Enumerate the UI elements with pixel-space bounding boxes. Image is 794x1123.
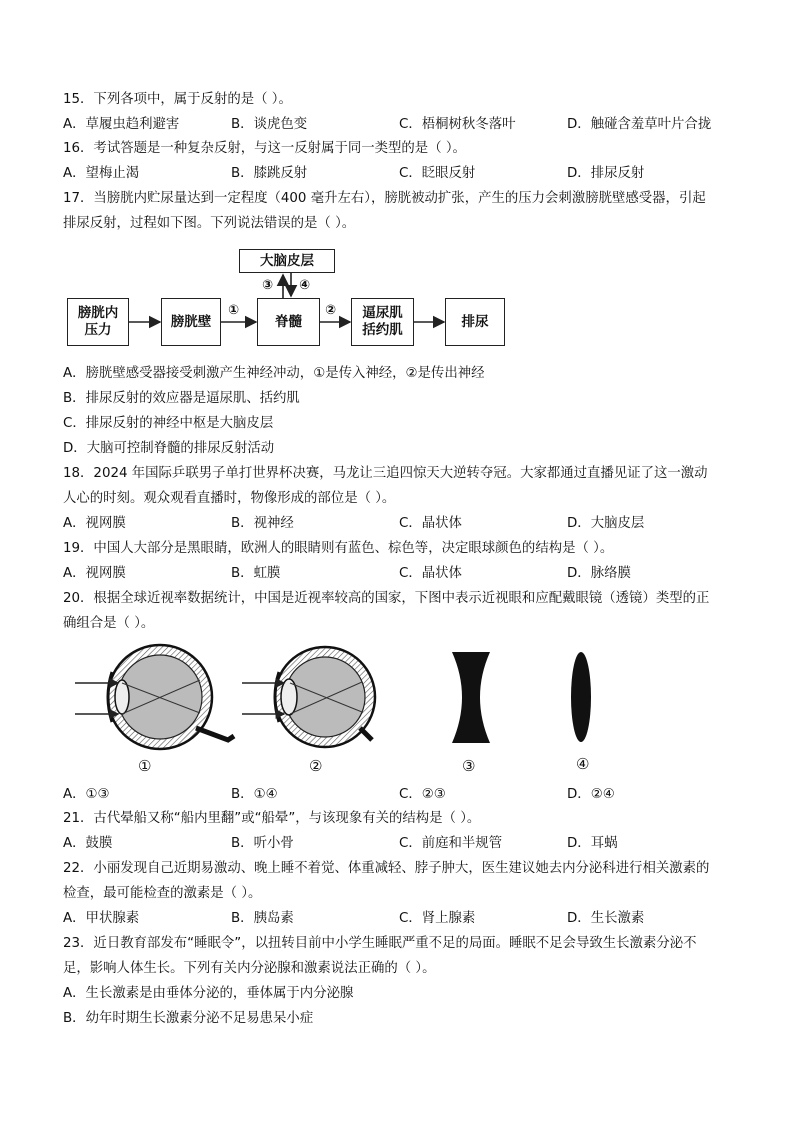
option-c[interactable]: C．眨眼反射	[399, 166, 476, 181]
spinal-cord-label: 脊髓	[275, 313, 302, 330]
option-b[interactable]: B．①④	[231, 787, 278, 802]
figure-label-3: ③	[462, 757, 476, 775]
option-c[interactable]: C．②③	[399, 787, 446, 802]
option-a[interactable]: A．甲状腺素	[63, 911, 140, 926]
urination-label: 排尿	[461, 313, 489, 330]
option-c[interactable]: C．晶状体	[399, 516, 462, 531]
concave-lens	[452, 652, 490, 743]
question-23-stem-line1: 23．近日教育部发布“睡眠令”，以扭转目前中小学生睡眠严重不足的局面。睡眠不足会导致生长激素分泌不	[63, 936, 697, 951]
option-d[interactable]: D．脉络膜	[567, 566, 631, 581]
question-18-stem-line1: 18．2024 年国际乒联男子单打世界杯决赛，马龙让三追四惊天大逆转夺冠。大家都通过直播见证了这一激动	[63, 466, 708, 481]
question-17-option-a[interactable]: A．膀胱壁感受器接受刺激产生神经冲动，①是传入神经，②是传出神经	[63, 366, 485, 381]
question-19-stem: 19．中国人大部分是黑眼睛，欧洲人的眼睛则有蓝色、棕色等，决定眼球颜色的结构是（ ）。	[63, 541, 614, 556]
cortex-label: 大脑皮层	[260, 252, 314, 269]
pressure-label-line1: 膀胱内	[77, 305, 119, 321]
mark-1: ①	[228, 303, 240, 318]
question-17-option-d[interactable]: D．大脑可控制脊髓的排尿反射活动	[63, 441, 275, 456]
question-21-options	[63, 835, 743, 853]
question-17-option-b[interactable]: B．排尿反射的效应器是逼尿肌、括约肌	[63, 391, 300, 406]
question-20-stem-line2: 确组合是（ ）。	[63, 616, 155, 631]
option-a[interactable]: A．视网膜	[63, 516, 126, 531]
option-a[interactable]: A．鼓膜	[63, 836, 113, 851]
question-17-stem-line2: 排尿反射，过程如下图。下列说法错误的是（ ）。	[63, 216, 356, 231]
option-d[interactable]: D．大脑皮层	[567, 516, 645, 531]
mark-4: ④	[299, 278, 311, 293]
question-21-stem: 21．古代晕船又称“船内里翻”或“船晕”，与该现象有关的结构是（ ）。	[63, 811, 481, 826]
question-20-stem-line1: 20．根据全球近视率数据统计，中国是近视率较高的国家，下图中表示近视眼和应配戴眼镜（透镜）类型的正	[63, 591, 710, 606]
question-23-option-a[interactable]: A．生长激素是由垂体分泌的，垂体属于内分泌腺	[63, 986, 354, 1001]
option-d[interactable]: D．②④	[567, 787, 615, 802]
question-17-option-c[interactable]: C．排尿反射的神经中枢是大脑皮层	[63, 416, 274, 431]
pressure-label-line2: 压力	[84, 322, 112, 338]
option-b[interactable]: B．谈虎色变	[231, 117, 308, 132]
muscle-label-line2: 括约肌	[362, 322, 403, 338]
option-a[interactable]: A．望梅止渴	[63, 166, 140, 181]
option-b[interactable]: B．膝跳反射	[231, 166, 308, 181]
question-16-stem: 16．考试答题是一种复杂反射，与这一反射属于同一类型的是（ ）。	[63, 141, 466, 156]
bladder-wall-label: 膀胱壁	[170, 313, 212, 330]
question-20-options	[63, 786, 743, 804]
eye-figure-2	[242, 647, 375, 747]
question-22-stem-line2: 检查，最可能检查的激素是（ ）。	[63, 886, 262, 901]
option-b[interactable]: B．胰岛素	[231, 911, 294, 926]
mark-3: ③	[262, 278, 274, 293]
option-d[interactable]: D．生长激素	[567, 911, 645, 926]
option-c[interactable]: C．晶状体	[399, 566, 462, 581]
question-18-stem-line2: 人心的时刻。观众观看直播时，物像形成的部位是（ ）。	[63, 491, 396, 506]
question-23-stem-line2: 足，影响人体生长。下列有关内分泌腺和激素说法正确的（ ）。	[63, 961, 436, 976]
figure-label-4: ④	[576, 755, 590, 773]
option-b[interactable]: B．虹膜	[231, 566, 281, 581]
option-a[interactable]: A．视网膜	[63, 566, 126, 581]
question-17-stem-line1: 17．当膀胱内贮尿量达到一定程度（400 毫升左右），膀胱被动扩张，产生的压力会刺激膀胱壁感受器，引起	[63, 191, 706, 206]
eye-figure-1	[75, 640, 234, 749]
option-d[interactable]: D．排尿反射	[567, 166, 645, 181]
option-a[interactable]: A．草履虫趋利避害	[63, 117, 180, 132]
convex-lens	[571, 652, 591, 742]
muscle-label-line1: 逼尿肌	[362, 305, 403, 321]
question-23-option-b[interactable]: B．幼年时期生长激素分泌不足易患呆小症	[63, 1011, 314, 1026]
option-c[interactable]: C．肾上腺素	[399, 911, 476, 926]
option-b[interactable]: B．听小骨	[231, 836, 294, 851]
question-15-stem: 15．下列各项中，属于反射的是（ ）。	[63, 92, 292, 107]
question-22-options	[63, 910, 743, 928]
option-b[interactable]: B．视神经	[231, 516, 294, 531]
figure-label-2: ②	[309, 757, 323, 775]
option-c[interactable]: C．梧桐树秋冬落叶	[399, 117, 516, 132]
figure-label-1: ①	[138, 757, 152, 775]
option-c[interactable]: C．前庭和半规管	[399, 836, 503, 851]
mark-2: ②	[325, 303, 337, 318]
option-a[interactable]: A．①③	[63, 787, 110, 802]
option-d[interactable]: D．触碰含羞草叶片合拢	[567, 117, 712, 132]
question-22-stem-line1: 22．小丽发现自己近期易激动、晚上睡不着觉、体重减轻、脖子肿大，医生建议她去内分泌科进行相关激素的	[63, 861, 710, 876]
option-d[interactable]: D．耳蜗	[567, 836, 618, 851]
